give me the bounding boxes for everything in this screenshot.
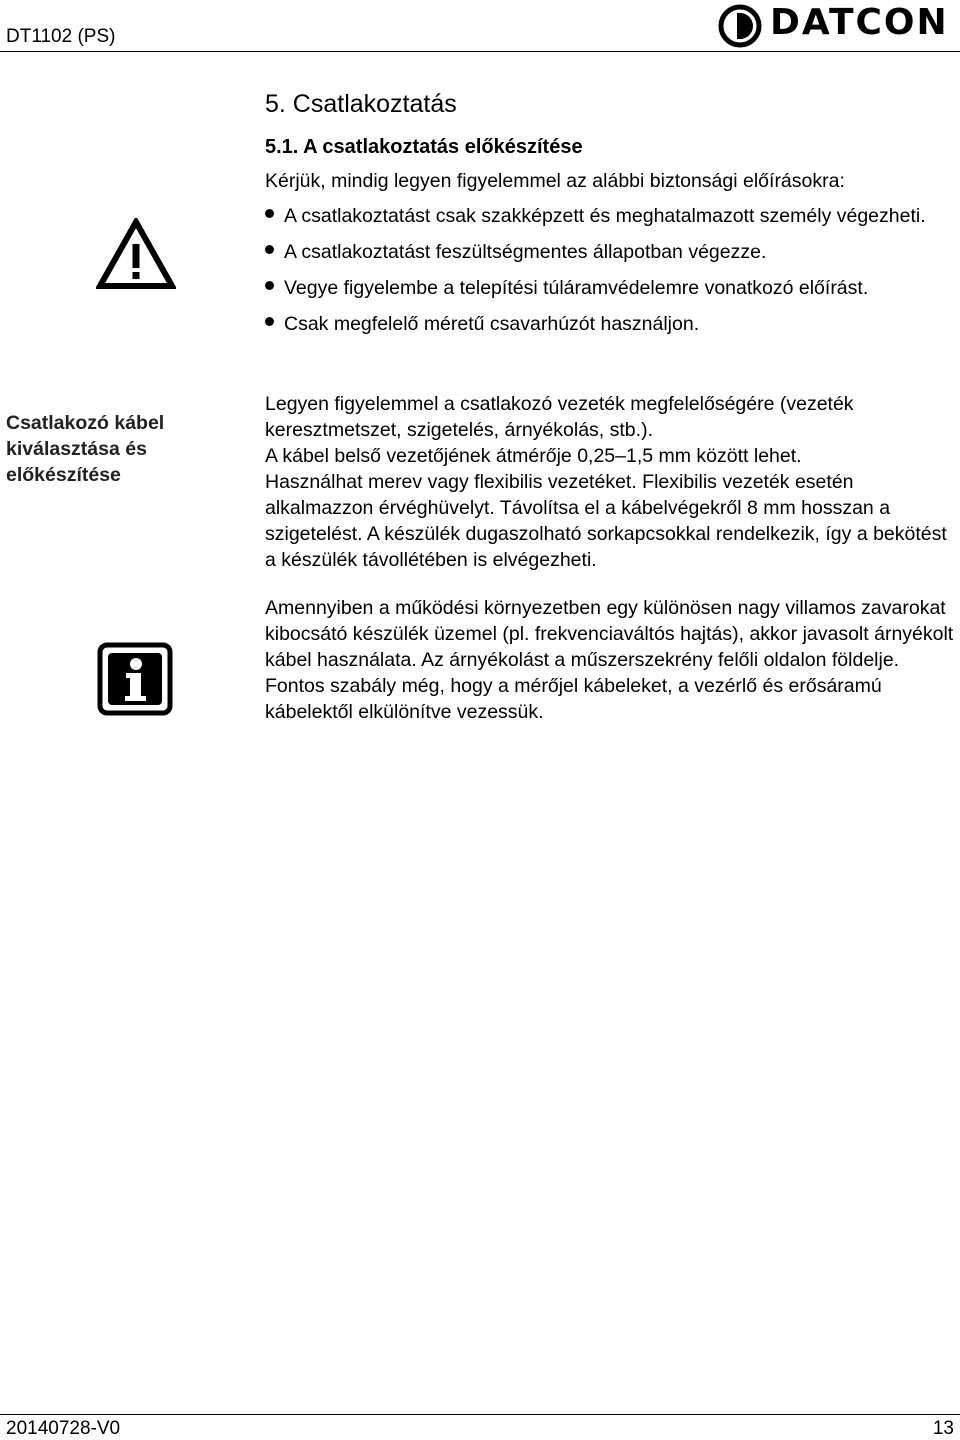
- bullet-icon: [265, 209, 274, 218]
- page-number: 13: [932, 1418, 954, 1439]
- safety-rule-item: Csak megfelelő méretű csavarhúzót használjon.: [265, 311, 955, 337]
- cable-section-side-label: Csatlakozó kábel kiválasztása és előkészítése: [6, 412, 165, 486]
- subsection-title: 5.1. A csatlakoztatás előkészítése: [265, 136, 583, 158]
- bullet-icon: [265, 317, 274, 326]
- section-title: 5. Csatlakoztatás: [265, 90, 457, 118]
- bullet-icon: [265, 245, 274, 254]
- emc-paragraph: [265, 595, 955, 725]
- safety-rules-list: [265, 203, 955, 347]
- cable-paragraph: [265, 391, 955, 573]
- document-id: DT1102 (PS): [6, 26, 116, 47]
- datcon-logo: [716, 4, 956, 48]
- cable-line: A kábel belső vezetőjének átmérője 0,25–1,5 mm között lehet.: [265, 445, 802, 467]
- header-divider: [0, 51, 960, 52]
- cable-line: Használhat merev vagy flexibilis vezetéket. Flexibilis vezeték esetén alkalmazzon érvéghüvelyt. Távolítsa el a kábelvégekről 8 mm hosszan a szigetelést. A készülék dugaszolható sorkapcsokkal rendelkezik, így a bekötést a készülék távollétében is elvégezheti.: [265, 471, 947, 571]
- emc-line: Amennyiben a működési környezetben egy különösen nagy villamos zavarokat kibocsátó készülék üzemel (pl. frekvenciaváltós hajtás), akkor javasolt árnyékolt kábel használata. Az árnyékolást a műszerszekrény felőli oldalon földelje.: [265, 597, 954, 671]
- datcon-logo-icon: [716, 4, 768, 48]
- safety-rule-item: Vegye figyelembe a telepítési túláramvédelemre vonatkozó előírást.: [265, 275, 955, 301]
- warning-triangle-icon: [96, 218, 176, 290]
- safety-intro: Kérjük, mindig legyen figyelemmel az alábbi biztonsági előírásokra:: [265, 170, 845, 192]
- document-version: 20140728-V0: [6, 1418, 121, 1439]
- footer-divider: [0, 1414, 960, 1415]
- emc-line: Fontos szabály még, hogy a mérőjel kábeleket, a vezérlő és erősáramú kábelektől elkülönítve vezessük.: [265, 675, 882, 723]
- safety-rule-item: A csatlakoztatást feszültségmentes állapotban végezze.: [265, 239, 955, 265]
- safety-rule-item: A csatlakoztatást csak szakképzett és meghatalmazott személy végezheti.: [265, 203, 955, 229]
- logo-text: DATCON: [770, 2, 949, 43]
- bullet-icon: [265, 281, 274, 290]
- info-icon: [97, 642, 173, 716]
- cable-line: Legyen figyelemmel a csatlakozó vezeték megfelelőségére (vezeték keresztmetszet, szigetelés, árnyékolás, stb.).: [265, 393, 854, 441]
